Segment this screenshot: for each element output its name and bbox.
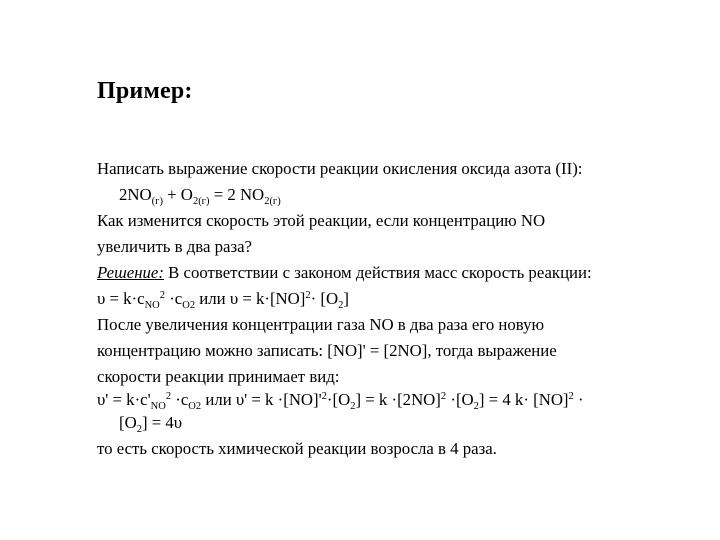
- formula-text: ] = 4 k· [NO]: [478, 390, 569, 409]
- explanation-line: концентрацию можно записать: [NO]' = [2NO], тогда выражение: [97, 341, 557, 360]
- formula-subscript: 2: [136, 424, 142, 435]
- formula-subscript: NO: [144, 300, 160, 311]
- formula-subscript: 2: [338, 300, 344, 311]
- formula-text: ·c: [171, 390, 189, 409]
- formula-text: υ = k·c: [97, 289, 145, 308]
- formula-text: или υ' = k ·[NO]': [201, 390, 322, 409]
- rate-expression: [97, 286, 677, 312]
- formula-text: или υ = k·[NO]: [195, 289, 306, 308]
- equation-subscript: (г): [151, 196, 163, 207]
- formula-text: ] = k ·[2NO]: [355, 390, 441, 409]
- formula-text: · [O: [310, 289, 339, 308]
- solution-label: Решение:: [97, 263, 164, 282]
- formula-superscript: 2: [568, 391, 574, 402]
- explanation-line: После увеличения концентрации газа NO в два раза его новую: [97, 315, 545, 334]
- equation-text: 2NO: [119, 185, 152, 204]
- equation-subscript: 2(г): [264, 196, 281, 207]
- result-line: [97, 410, 677, 436]
- formula-subscript: 2: [473, 401, 479, 412]
- equation-subscript: 2(г): [192, 196, 210, 207]
- task-line: Написать выражение скорости реакции окисления оксида азота (II):: [97, 159, 583, 178]
- formula-text: ]: [343, 289, 349, 308]
- formula-superscript: 2: [159, 290, 166, 301]
- formula-text: [O: [119, 413, 137, 432]
- formula-text: ·[O: [326, 390, 351, 409]
- formula-text: ] = 4υ: [141, 413, 183, 432]
- formula-superscript: 2: [440, 391, 447, 402]
- formula-text: ·[O: [446, 390, 474, 409]
- formula-subscript: 2: [350, 401, 356, 412]
- question-line: Как изменится скорость этой реакции, если концентрацию NO: [97, 211, 546, 230]
- equation-text: = 2 NO: [209, 185, 265, 204]
- conclusion-line: то есть скорость химической реакции возросла в 4 раза.: [97, 439, 497, 458]
- explanation-line: скорости реакции принимает вид:: [97, 367, 340, 386]
- new-rate-expression: [97, 390, 677, 410]
- formula-text: ·c: [165, 289, 183, 308]
- formula-superscript: 2: [321, 391, 327, 402]
- solution-line: [97, 260, 677, 286]
- formula-text: ·: [573, 390, 584, 409]
- solution-text: В соответствии с законом действия масс скорость реакции:: [163, 263, 592, 282]
- slide-body: [97, 156, 677, 462]
- formula-subscript: NO: [150, 401, 166, 412]
- reaction-equation: [97, 182, 677, 208]
- formula-subscript: O2: [182, 300, 196, 311]
- formula-subscript: O2: [188, 401, 202, 412]
- formula-text: υ' = k·c': [97, 390, 151, 409]
- equation-text: + O: [162, 185, 193, 204]
- question-line: увеличить в два раза?: [97, 237, 252, 256]
- formula-superscript: 2: [305, 290, 311, 301]
- slide-title: Пример:: [97, 78, 193, 104]
- formula-superscript: 2: [165, 391, 172, 402]
